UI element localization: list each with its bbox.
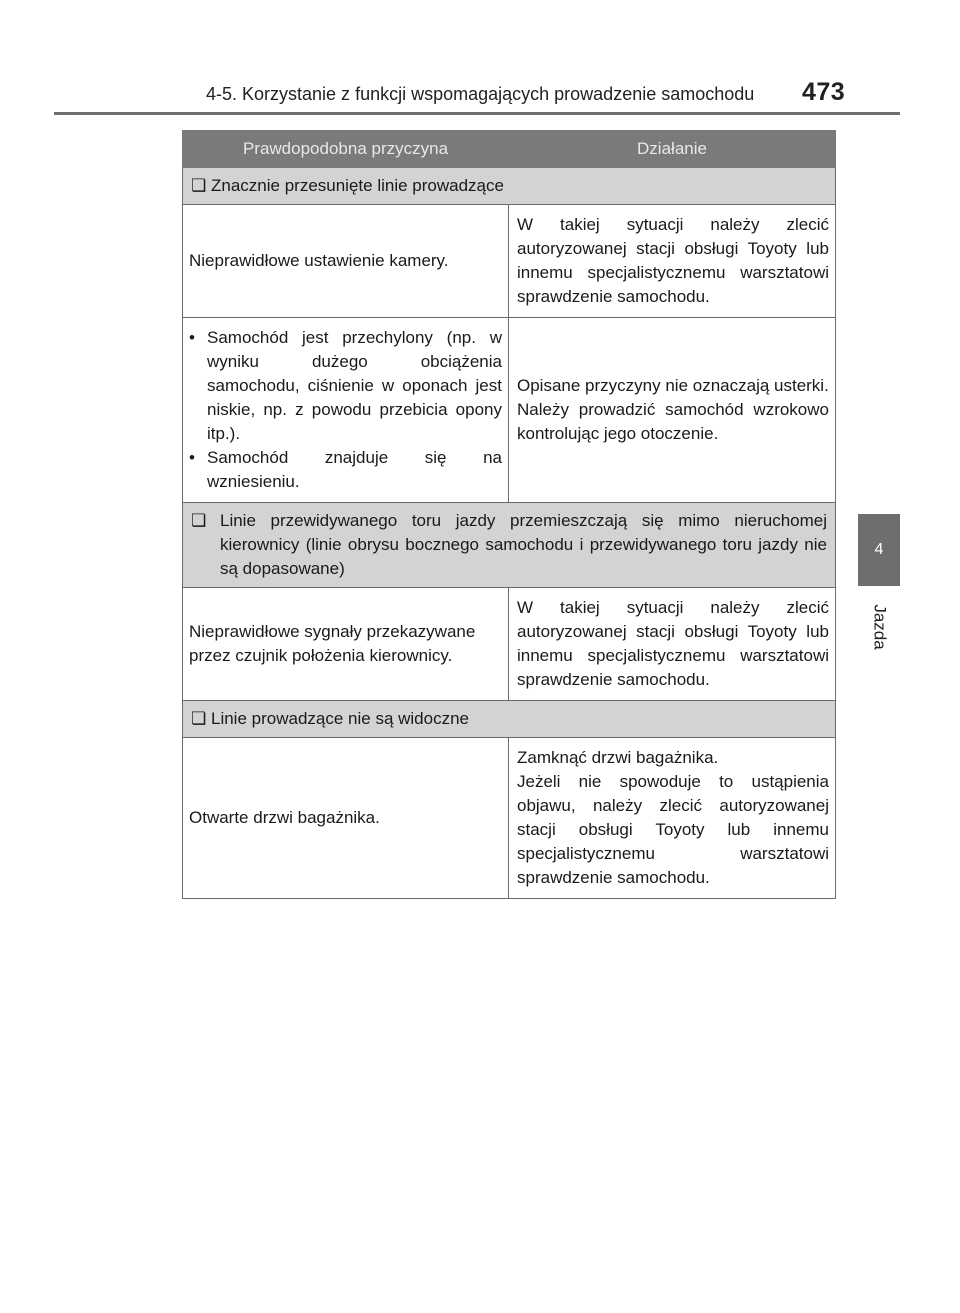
cause-cell [183,588,509,701]
action-text: W takiej sytuacji należy zlecić autoryzowanej stacji obsługi Toyoty lub innemu specjalistycznemu warsztatowi sprawdzenie samochodu. [517,215,829,306]
action-cell [509,738,836,899]
cause-bullet [189,326,502,446]
checkbox-marker-icon: ❏ [191,176,207,195]
column-header-cause: Prawdopodobna przyczyna [183,131,509,168]
section-heading [183,503,836,588]
chapter-tab-label-wrap [860,596,900,658]
chapter-tab-number: 4 [858,514,900,586]
checkbox-marker-icon: ❏ [191,511,207,530]
page-number: 473 [802,78,846,106]
section-row [183,701,836,738]
action-cell [509,318,836,503]
section-row [183,503,836,588]
cause-text: Otwarte drzwi bagażnika. [189,808,380,827]
cause-cell [183,738,509,899]
action-text: W takiej sytuacji należy zlecić autoryzowanej stacji obsługi Toyoty lub innemu specjalistycznemu warsztatowi sprawdzenie samochodu. [517,598,829,689]
section-heading-wrap [191,509,827,581]
table-row [183,205,836,318]
section-title: Linie przewidywanego toru jazdy przemieszczają się mimo nieruchomej kierownicy (linie obrysu bocznego samochodu i przewidywanego toru jazdy nie są dopasowane) [220,511,827,578]
action-text: Należy prowadzić samochód wzrokowo kontrolując jego otoczenie. [517,400,829,443]
section-title: Linie prowadzące nie są widoczne [211,709,469,728]
section-heading [183,701,836,738]
column-header-action: Działanie [509,131,836,168]
action-text: Zamknąć drzwi bagażnika. [517,748,719,767]
table-row [183,588,836,701]
page-header-title: 4-5. Korzystanie z funkcji wspomagających prowadzenie samochodu [206,84,755,104]
cause-cell [183,205,509,318]
bullet-icon: • [189,448,195,467]
cause-bullet-text: Samochód jest przechylony (np. w wyniku dużego obciążenia samochodu, ciśnienie w oponach jest niskie, np. z powodu przebicia opony itp.). [207,328,502,443]
table-header-row [183,131,836,168]
chapter-tab-label: Jazda [871,604,890,650]
table-row [183,738,836,899]
troubleshooting-table [182,130,836,899]
cause-text: Nieprawidłowe sygnały przekazywane przez czujnik położenia kierownicy. [189,622,476,665]
action-cell [509,205,836,318]
cause-cell [183,318,509,503]
section-title: Znacznie przesunięte linie prowadzące [211,176,504,195]
bullet-icon: • [189,328,195,347]
action-text: Opisane przyczyny nie oznaczają usterki. [517,376,829,395]
action-cell [509,588,836,701]
action-text: Jeżeli nie spowoduje to ustąpienia objawu, należy zlecić autoryzowanej stacji obsługi Toyoty lub innemu specjalistycznemu warsztatowi sprawdzenie samochodu. [517,772,829,887]
header-divider [54,112,900,115]
section-heading [183,168,836,205]
section-row [183,168,836,205]
table-row [183,318,836,503]
cause-bullet [189,446,502,494]
cause-text: Nieprawidłowe ustawienie kamery. [189,251,449,270]
checkbox-marker-icon: ❏ [191,709,207,728]
cause-bullet-text: Samochód znajduje się na wzniesieniu. [207,448,502,491]
